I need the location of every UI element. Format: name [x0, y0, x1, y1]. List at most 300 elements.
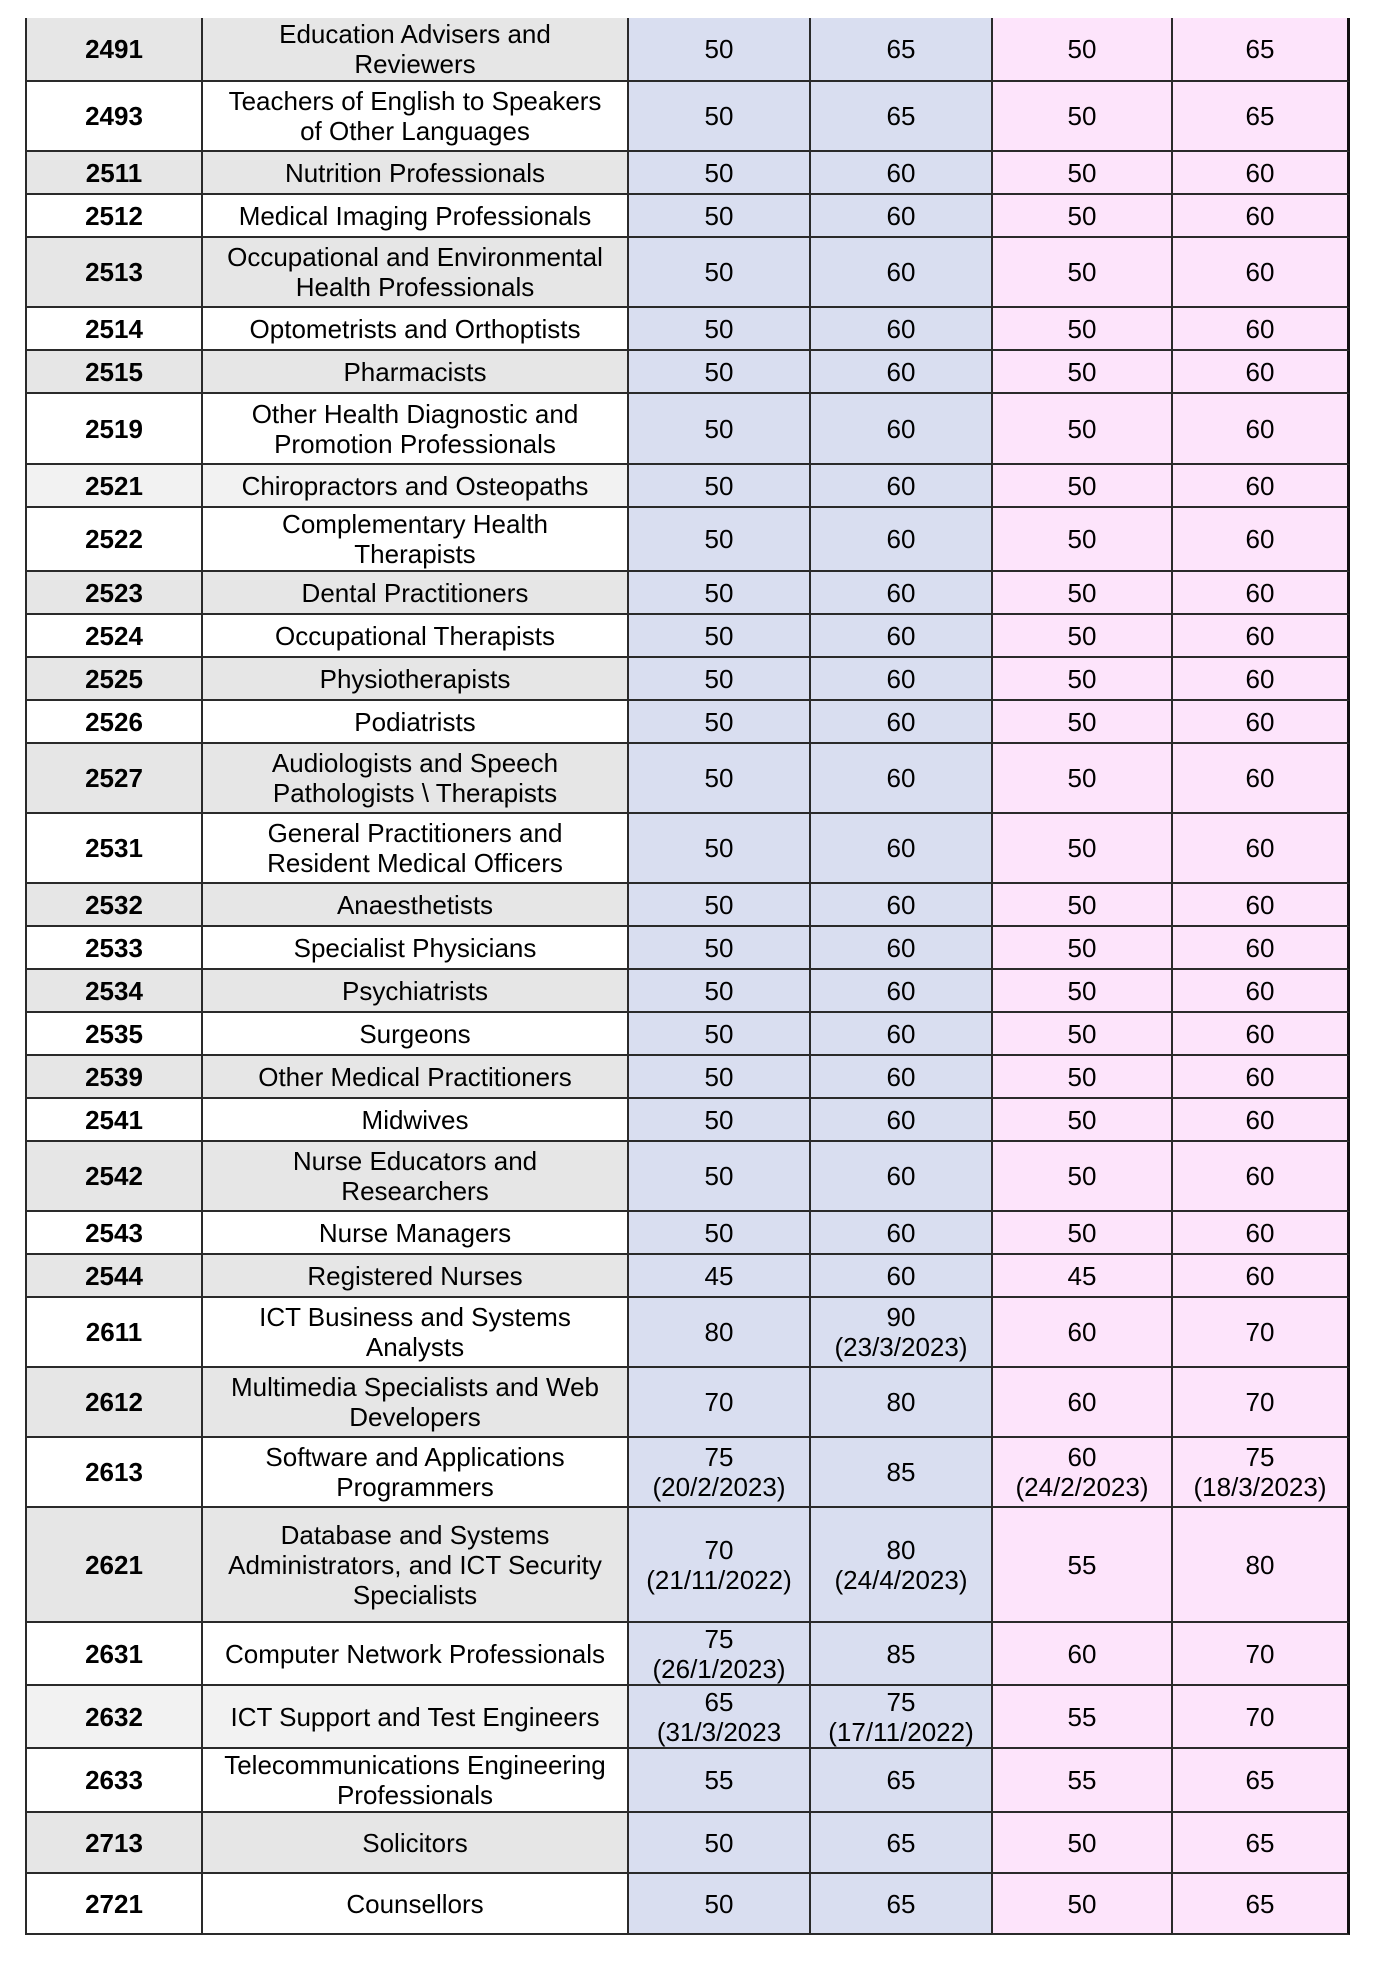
points-col-3-text: 50	[1067, 157, 1097, 188]
points-col-3-text: 50	[1067, 1018, 1097, 1049]
occupation-name-cell	[203, 1099, 629, 1142]
points-col-1-cell	[629, 1298, 811, 1368]
points-col-2-text: 60	[886, 200, 916, 231]
points-col-2-text: 60	[886, 833, 916, 863]
points-col-2-cell	[811, 814, 993, 884]
anzsco-code-text: 2531	[85, 833, 143, 863]
points-col-3-text: 60	[1067, 1638, 1097, 1669]
anzsco-code-text: 2713	[85, 1827, 143, 1858]
points-col-3-text: 45	[1067, 1260, 1097, 1291]
points-col-1-text: 50	[704, 356, 734, 387]
points-col-1-cell	[629, 744, 811, 814]
occupation-name-cell	[203, 1368, 629, 1438]
points-col-1-cell	[629, 927, 811, 970]
occupation-name-text: Pathologists \ Therapists	[272, 778, 558, 808]
points-col-3-text: 60	[1067, 1442, 1097, 1472]
points-col-3-text: 50	[1067, 1217, 1097, 1248]
points-col-2-cell	[811, 1508, 993, 1623]
occupation-name-text: Registered Nurses	[307, 1260, 523, 1291]
occupation-name-cell	[203, 351, 629, 394]
points-col-2-cell	[811, 572, 993, 615]
points-col-1-text: 50	[704, 1161, 734, 1191]
points-col-2-cell	[811, 658, 993, 701]
points-col-2-cell	[811, 82, 993, 152]
points-col-3-cell	[993, 1623, 1173, 1686]
points-col-2-cell	[811, 1013, 993, 1056]
occupation-name-cell	[203, 1623, 629, 1686]
occupation-name-text: Analysts	[365, 1332, 465, 1362]
points-col-3-cell	[993, 394, 1173, 465]
points-col-2-cell	[811, 1368, 993, 1438]
occupation-name-text: Researchers	[341, 1176, 489, 1206]
points-col-4-text: 65	[1245, 34, 1275, 64]
points-col-2-text: 60	[886, 706, 916, 737]
points-col-4-cell	[1173, 195, 1350, 238]
points-col-4-text: 60	[1245, 356, 1275, 387]
points-col-2-cell	[811, 152, 993, 195]
points-col-4-text: 65	[1245, 101, 1275, 131]
points-col-3-cell	[993, 308, 1173, 351]
points-col-2-text: 85	[886, 1638, 916, 1669]
points-col-2-cell	[811, 394, 993, 465]
points-col-4-text: 80	[1245, 1549, 1275, 1580]
occupation-name-text: Specialist Physicians	[293, 932, 537, 963]
occupation-name-text: ICT Business and Systems	[259, 1302, 571, 1332]
occupation-name-text: Surgeons	[359, 1018, 471, 1049]
points-col-4-cell	[1173, 658, 1350, 701]
anzsco-code-text: 2524	[85, 620, 143, 651]
occupation-name-cell	[203, 1255, 629, 1298]
anzsco-code-cell	[25, 927, 203, 970]
points-col-1-cell	[629, 1013, 811, 1056]
points-col-3-cell	[993, 465, 1173, 508]
anzsco-code-text: 2532	[85, 889, 143, 920]
occupation-name-text: Professionals	[336, 1780, 494, 1810]
points-col-3-text: 50	[1067, 620, 1097, 651]
points-col-3-cell	[993, 615, 1173, 658]
points-col-1-text: 75	[704, 1442, 734, 1472]
points-col-1-cell	[629, 238, 811, 308]
anzsco-code-text: 2521	[85, 470, 143, 501]
occupation-name-text: Anaesthetists	[336, 889, 494, 920]
points-col-1-text: 50	[704, 975, 734, 1006]
points-col-3-text: 50	[1067, 1888, 1097, 1919]
points-col-3-cell	[993, 195, 1173, 238]
occupation-name-text: Software and Applications	[265, 1442, 565, 1472]
occupation-name-cell	[203, 308, 629, 351]
anzsco-code-cell	[25, 1255, 203, 1298]
occupation-name-cell	[203, 1013, 629, 1056]
anzsco-code-cell	[25, 195, 203, 238]
points-col-2-cell	[811, 1623, 993, 1686]
points-col-3-text: 50	[1067, 101, 1097, 131]
points-col-1-text: 50	[704, 34, 734, 64]
points-col-2-text: 60	[886, 313, 916, 344]
occupation-name-text: Optometrists and Orthoptists	[249, 313, 581, 344]
anzsco-code-text: 2526	[85, 706, 143, 737]
anzsco-code-cell	[25, 465, 203, 508]
occupation-name-text: Database and Systems	[280, 1519, 550, 1550]
points-col-2-text: 60	[886, 1061, 916, 1092]
occupation-name-cell	[203, 572, 629, 615]
anzsco-code-cell	[25, 1368, 203, 1438]
points-col-4-text: 60	[1245, 620, 1275, 651]
points-col-3-cell	[993, 1813, 1173, 1874]
points-col-4-cell	[1173, 152, 1350, 195]
points-col-3-cell	[993, 744, 1173, 814]
anzsco-code-cell	[25, 18, 203, 82]
occupation-name-text: Developers	[349, 1402, 481, 1432]
points-col-3-cell	[993, 1368, 1173, 1438]
points-col-1-text: 50	[704, 157, 734, 188]
occupation-name-text: Complementary Health	[282, 509, 548, 539]
points-col-2-text: 80	[886, 1387, 916, 1417]
points-col-1-text: 70	[704, 1387, 734, 1417]
points-col-4-cell	[1173, 884, 1350, 927]
occupation-name-text: Audiologists and Speech	[271, 748, 559, 778]
points-col-2-text: 65	[886, 1827, 916, 1858]
points-col-3-text: 50	[1067, 1827, 1097, 1858]
points-col-2-text: 60	[886, 356, 916, 387]
points-col-2-text: 60	[886, 663, 916, 694]
occupation-name-text: Other Health Diagnostic and	[251, 398, 579, 429]
points-col-2-text: 65	[886, 101, 916, 131]
points-col-2-text: 60	[886, 889, 916, 920]
points-col-3-cell	[993, 351, 1173, 394]
occupation-name-text: Reviewers	[354, 49, 476, 79]
occupation-name-text: Telecommunications Engineering	[224, 1750, 606, 1780]
occupation-name-text: Physiotherapists	[319, 663, 511, 694]
occupation-name-text: Teachers of English to Speakers	[228, 86, 602, 116]
anzsco-code-text: 2533	[85, 932, 143, 963]
anzsco-code-cell	[25, 1013, 203, 1056]
occupation-name-text: Education Advisers and	[279, 19, 551, 49]
points-col-1-cell	[629, 884, 811, 927]
points-col-1-text: 50	[704, 932, 734, 963]
anzsco-code-text: 2612	[85, 1387, 143, 1417]
anzsco-code-cell	[25, 970, 203, 1013]
anzsco-code-cell	[25, 615, 203, 658]
points-col-1-text: 50	[704, 1061, 734, 1092]
points-col-4-cell	[1173, 1013, 1350, 1056]
occupation-name-text: Multimedia Specialists and Web	[230, 1372, 600, 1402]
points-col-1-text: (26/1/2023)	[652, 1653, 786, 1684]
points-col-2-cell	[811, 1099, 993, 1142]
points-col-3-text: 50	[1067, 313, 1097, 344]
points-col-1-cell	[629, 1686, 811, 1749]
points-col-4-text: 70	[1245, 1387, 1275, 1417]
points-col-2-cell	[811, 1813, 993, 1874]
points-col-4-text: 60	[1245, 1217, 1275, 1248]
anzsco-code-cell	[25, 394, 203, 465]
points-col-3-cell	[993, 1438, 1173, 1508]
points-col-2-cell	[811, 465, 993, 508]
points-col-1-cell	[629, 308, 811, 351]
occupation-name-text: Pharmacists	[343, 356, 487, 387]
points-col-3-cell	[993, 814, 1173, 884]
points-col-2-text: 60	[886, 1018, 916, 1049]
points-col-3-text: 55	[1067, 1701, 1097, 1732]
points-col-2-cell	[811, 884, 993, 927]
anzsco-code-text: 2512	[85, 200, 143, 231]
points-col-2-text: 60	[886, 1260, 916, 1291]
occupation-name-text: Computer Network Professionals	[224, 1638, 606, 1669]
points-col-1-cell	[629, 970, 811, 1013]
points-col-4-text: 60	[1245, 1260, 1275, 1291]
anzsco-code-cell	[25, 1686, 203, 1749]
points-col-1-text: 55	[704, 1765, 734, 1795]
points-col-1-cell	[629, 572, 811, 615]
points-col-4-text: 60	[1245, 833, 1275, 863]
anzsco-code-cell	[25, 1438, 203, 1508]
points-col-3-cell	[993, 508, 1173, 572]
occupation-name-cell	[203, 152, 629, 195]
anzsco-code-text: 2631	[85, 1638, 143, 1669]
occupation-name-text: Programmers	[336, 1472, 494, 1502]
anzsco-code-cell	[25, 1874, 203, 1935]
points-col-4-cell	[1173, 394, 1350, 465]
points-col-4-text: 60	[1245, 1104, 1275, 1135]
occupation-name-cell	[203, 744, 629, 814]
points-col-3-text: 50	[1067, 1104, 1097, 1135]
points-col-2-text: 60	[886, 524, 916, 554]
points-col-4-cell	[1173, 572, 1350, 615]
occupation-name-text: Occupational Therapists	[275, 620, 555, 651]
points-col-3-cell	[993, 1013, 1173, 1056]
points-col-4-cell	[1173, 615, 1350, 658]
anzsco-code-text: 2519	[85, 413, 143, 444]
points-col-1-cell	[629, 1368, 811, 1438]
anzsco-code-text: 2511	[85, 157, 143, 188]
points-col-2-text: 60	[886, 470, 916, 501]
points-col-2-text: 60	[886, 932, 916, 963]
points-col-1-text: 50	[704, 889, 734, 920]
occupation-name-text: Midwives	[361, 1104, 469, 1135]
anzsco-code-cell	[25, 814, 203, 884]
anzsco-code-cell	[25, 152, 203, 195]
points-col-1-cell	[629, 1813, 811, 1874]
points-col-1-text: 50	[704, 1827, 734, 1858]
points-col-2-text: 60	[886, 257, 916, 287]
points-col-3-cell	[993, 658, 1173, 701]
points-col-3-text: 50	[1067, 763, 1097, 793]
points-col-4-text: 60	[1245, 663, 1275, 694]
anzsco-code-cell	[25, 82, 203, 152]
anzsco-code-text: 2542	[85, 1161, 143, 1191]
points-col-4-text: 70	[1245, 1701, 1275, 1732]
points-col-4-cell	[1173, 814, 1350, 884]
occupation-name-cell	[203, 1298, 629, 1368]
points-col-1-text: 50	[704, 101, 734, 131]
points-col-1-cell	[629, 814, 811, 884]
points-col-4-text: (18/3/2023)	[1193, 1472, 1327, 1502]
points-col-1-text: 50	[704, 524, 734, 554]
occupation-name-cell	[203, 615, 629, 658]
points-col-1-cell	[629, 1749, 811, 1813]
occupation-name-text: Nurse Educators and	[292, 1146, 538, 1176]
points-col-1-cell	[629, 508, 811, 572]
anzsco-code-cell	[25, 1212, 203, 1255]
points-col-1-text: 50	[704, 1104, 734, 1135]
points-col-4-cell	[1173, 82, 1350, 152]
points-col-1-text: 50	[704, 833, 734, 863]
occupation-name-cell	[203, 1438, 629, 1508]
occupation-name-cell	[203, 195, 629, 238]
points-col-3-cell	[993, 18, 1173, 82]
occupation-name-cell	[203, 238, 629, 308]
points-col-4-text: 60	[1245, 157, 1275, 188]
points-col-4-cell	[1173, 1142, 1350, 1212]
points-col-4-cell	[1173, 1099, 1350, 1142]
anzsco-code-text: 2491	[85, 34, 143, 64]
anzsco-code-cell	[25, 1298, 203, 1368]
points-col-2-cell	[811, 970, 993, 1013]
anzsco-code-text: 2523	[85, 577, 143, 608]
points-col-1-cell	[629, 152, 811, 195]
points-col-3-text: 50	[1067, 200, 1097, 231]
points-col-2-text: 80	[886, 1534, 916, 1565]
occupation-name-cell	[203, 970, 629, 1013]
points-col-4-text: 65	[1245, 1827, 1275, 1858]
points-col-3-text: 50	[1067, 34, 1097, 64]
occupation-name-cell	[203, 1686, 629, 1749]
points-col-2-text: (24/4/2023)	[834, 1564, 968, 1595]
points-col-1-cell	[629, 658, 811, 701]
anzsco-code-cell	[25, 508, 203, 572]
points-col-3-text: (24/2/2023)	[1015, 1472, 1149, 1502]
points-col-4-text: 60	[1245, 470, 1275, 501]
points-col-4-cell	[1173, 1508, 1350, 1623]
points-col-1-cell	[629, 1212, 811, 1255]
points-col-4-text: 60	[1245, 975, 1275, 1006]
points-col-3-cell	[993, 701, 1173, 744]
occupation-name-text: Other Medical Practitioners	[258, 1061, 572, 1092]
anzsco-code-cell	[25, 1749, 203, 1813]
points-col-3-text: 50	[1067, 833, 1097, 863]
points-col-1-text: 50	[704, 620, 734, 651]
points-col-1-text: 80	[704, 1317, 734, 1347]
anzsco-code-text: 2543	[85, 1217, 143, 1248]
points-col-1-text: 50	[704, 470, 734, 501]
anzsco-code-cell	[25, 1056, 203, 1099]
anzsco-code-text: 2613	[85, 1457, 143, 1487]
points-col-1-cell	[629, 18, 811, 82]
points-col-4-cell	[1173, 1056, 1350, 1099]
points-col-1-cell	[629, 1056, 811, 1099]
points-col-4-cell	[1173, 1874, 1350, 1935]
points-col-4-cell	[1173, 970, 1350, 1013]
points-col-4-text: 70	[1245, 1638, 1275, 1669]
points-col-2-cell	[811, 1298, 993, 1368]
anzsco-code-text: 2541	[85, 1104, 143, 1135]
anzsco-code-text: 2544	[85, 1260, 143, 1291]
points-col-4-text: 60	[1245, 706, 1275, 737]
points-col-1-text: 45	[704, 1260, 734, 1291]
occupation-name-text: Administrators, and ICT Security	[228, 1549, 602, 1580]
occupation-name-cell	[203, 82, 629, 152]
anzsco-code-cell	[25, 1623, 203, 1686]
anzsco-code-cell	[25, 701, 203, 744]
points-col-4-cell	[1173, 18, 1350, 82]
points-col-2-text: 60	[886, 975, 916, 1006]
points-col-4-text: 60	[1245, 413, 1275, 444]
anzsco-code-cell	[25, 884, 203, 927]
points-col-1-text: 75	[704, 1623, 734, 1654]
points-col-3-cell	[993, 1874, 1173, 1935]
points-col-3-text: 55	[1067, 1549, 1097, 1580]
points-col-4-cell	[1173, 465, 1350, 508]
points-col-1-text: 50	[704, 1217, 734, 1248]
anzsco-code-text: 2514	[85, 313, 143, 344]
occupation-name-cell	[203, 1874, 629, 1935]
anzsco-code-cell	[25, 351, 203, 394]
points-col-4-cell	[1173, 1686, 1350, 1749]
points-col-3-cell	[993, 152, 1173, 195]
points-col-1-text: (31/3/2023	[656, 1716, 782, 1747]
points-col-3-cell	[993, 1749, 1173, 1813]
anzsco-code-cell	[25, 1142, 203, 1212]
points-col-4-text: 65	[1245, 1888, 1275, 1919]
points-col-4-cell	[1173, 351, 1350, 394]
points-col-2-text: 85	[886, 1457, 916, 1487]
occupation-name-text: Medical Imaging Professionals	[238, 200, 592, 231]
points-col-3-cell	[993, 1508, 1173, 1623]
occupation-name-text: Therapists	[354, 539, 476, 569]
points-col-1-text: 70	[704, 1534, 734, 1565]
points-col-3-cell	[993, 572, 1173, 615]
points-col-2-text: (23/3/2023)	[834, 1332, 968, 1362]
points-col-2-cell	[811, 1142, 993, 1212]
points-col-1-text: 50	[704, 1888, 734, 1919]
occupation-name-cell	[203, 1212, 629, 1255]
points-col-2-cell	[811, 1438, 993, 1508]
points-col-3-text: 50	[1067, 1161, 1097, 1191]
points-col-3-cell	[993, 82, 1173, 152]
points-col-1-cell	[629, 351, 811, 394]
points-col-2-text: 60	[886, 157, 916, 188]
points-col-1-text: 50	[704, 257, 734, 287]
points-col-2-cell	[811, 927, 993, 970]
points-col-3-text: 55	[1067, 1765, 1097, 1795]
points-col-3-cell	[993, 238, 1173, 308]
points-col-3-text: 50	[1067, 577, 1097, 608]
points-col-1-cell	[629, 1099, 811, 1142]
points-col-2-text: 65	[886, 1888, 916, 1919]
points-col-1-text: 50	[704, 706, 734, 737]
points-col-3-text: 50	[1067, 524, 1097, 554]
points-col-1-text: (21/11/2022)	[646, 1564, 792, 1595]
points-col-4-cell	[1173, 1212, 1350, 1255]
points-col-3-cell	[993, 927, 1173, 970]
points-col-3-text: 50	[1067, 932, 1097, 963]
points-col-2-cell	[811, 195, 993, 238]
points-col-2-text: 60	[886, 413, 916, 444]
points-col-4-text: 60	[1245, 1018, 1275, 1049]
points-col-1-cell	[629, 1874, 811, 1935]
points-col-4-text: 60	[1245, 1161, 1275, 1191]
anzsco-code-text: 2522	[85, 524, 143, 554]
points-col-1-cell	[629, 195, 811, 238]
anzsco-code-cell	[25, 238, 203, 308]
points-col-4-cell	[1173, 1438, 1350, 1508]
occupation-name-cell	[203, 927, 629, 970]
points-col-4-cell	[1173, 1749, 1350, 1813]
occupation-name-text: Solicitors	[362, 1827, 468, 1858]
anzsco-code-cell	[25, 308, 203, 351]
points-col-4-text: 60	[1245, 889, 1275, 920]
occupation-name-cell	[203, 1056, 629, 1099]
points-col-1-cell	[629, 465, 811, 508]
